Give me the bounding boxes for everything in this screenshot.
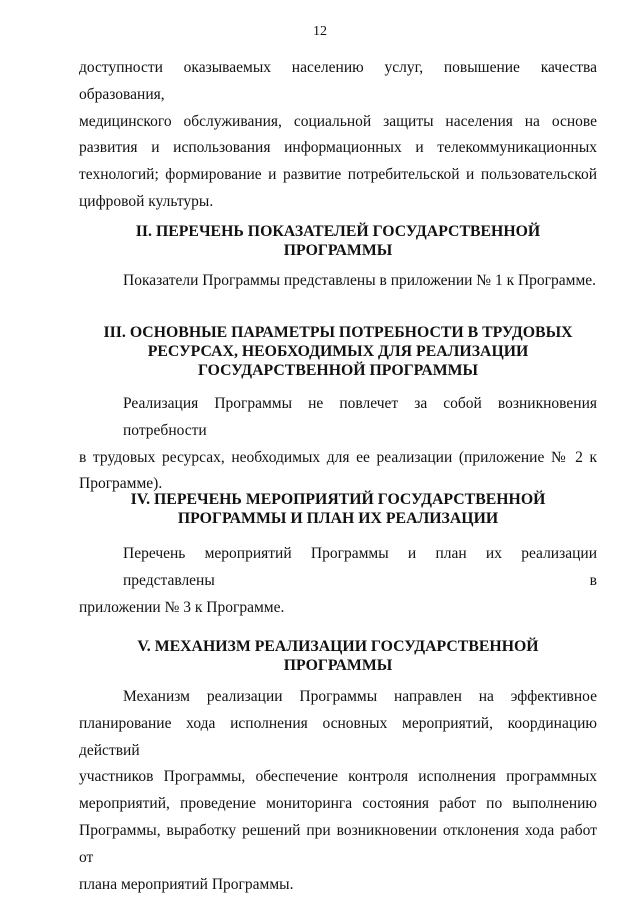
section-3-line: в трудовых ресурсах, необходимых для ее реализации (приложение № 2 к [79, 448, 597, 466]
section-5-paragraph [79, 684, 597, 898]
section-2-paragraph [79, 268, 597, 295]
heading-line: ПРОГРАММЫ [283, 657, 393, 674]
heading-line: III. ОСНОВНЫЕ ПАРАМЕТРЫ ПОТРЕБНОСТИ В ТРУДОВЫХ [103, 324, 573, 341]
heading-line: ПРОГРАММЫ [283, 242, 393, 259]
section-4-paragraph [79, 541, 597, 621]
intro-line: развития и использования информационных и телекоммуникационных [79, 139, 597, 157]
section-3-line: Реализация Программы не повлечет за собой возникновения потребности [123, 395, 597, 439]
section-2-line: Показатели Программы представлены в приложении № 1 к Программе. [123, 272, 597, 289]
heading-line: ГОСУДАРСТВЕННОЙ ПРОГРАММЫ [197, 362, 479, 379]
intro-paragraph [79, 55, 597, 216]
section-3-paragraph [79, 391, 597, 498]
section-2-heading [79, 222, 597, 260]
heading-line: IV. ПЕРЕЧЕНЬ МЕРОПРИЯТИЙ ГОСУДАРСТВЕННОЙ [130, 491, 546, 508]
section-5-line: мероприятий, проведение мониторинга состояния работ по выполнению [79, 795, 597, 813]
section-5-line: участников Программы, обеспечение контроля исполнения программных [79, 768, 597, 786]
section-4-line: приложении № 3 к Программе. [79, 598, 285, 616]
intro-line: доступности оказываемых населению услуг, повышение качества образования, [79, 59, 597, 103]
page-number: 12 [313, 24, 327, 39]
section-5-heading [79, 637, 597, 675]
section-5-line: плана мероприятий Программы. [79, 875, 294, 893]
section-5-line: Программы, выработку решений при возникновении отклонения хода работ от [79, 821, 597, 866]
heading-line: II. ПЕРЕЧЕНЬ ПОКАЗАТЕЛЕЙ ГОСУДАРСТВЕННОЙ [135, 223, 541, 240]
heading-line: V. МЕХАНИЗМ РЕАЛИЗАЦИИ ГОСУДАРСТВЕННОЙ [137, 638, 539, 655]
section-3-heading [79, 323, 597, 380]
intro-line: медицинского обслуживания, социальной защиты населения на основе [79, 112, 597, 130]
heading-line: ПРОГРАММЫ И ПЛАН ИХ РЕАЛИЗАЦИИ [177, 510, 499, 527]
section-4-heading [79, 490, 597, 528]
section-5-line: планирование хода исполнения основных мероприятий, координацию действий [79, 714, 597, 759]
intro-line: цифровой культуры. [79, 192, 214, 210]
section-4-line: Перечень мероприятий Программы и план их реализации представлены в [123, 545, 597, 589]
heading-line: РЕСУРСАХ, НЕОБХОДИМЫХ ДЛЯ РЕАЛИЗАЦИИ [147, 343, 529, 360]
section-3-line: Программе). [79, 475, 163, 493]
intro-line: технологий; формирование и развитие потребительской и пользовательской [79, 166, 597, 184]
section-5-line: Механизм реализации Программы направлен на эффективное [123, 688, 597, 705]
